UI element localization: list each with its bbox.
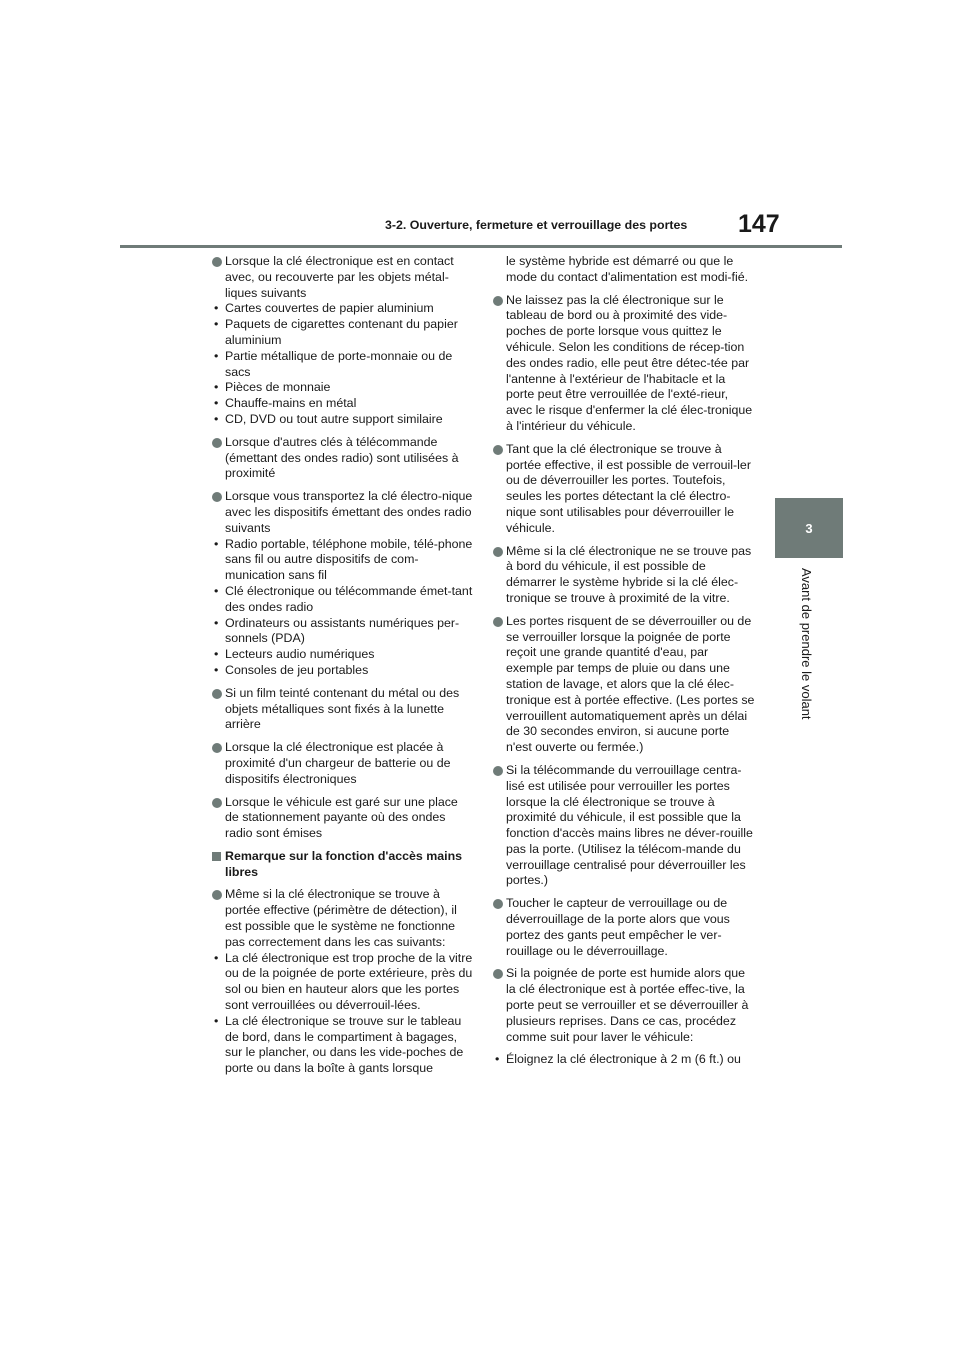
paragraph: Ne laissez pas la clé électronique sur le tableau de bord ou à proximité des vide-poches de porte lorsque vous quittez le véhicule. Selon les conditions de récep-tion des ondes radio, elle peut être détec-tée par l'antenne à l'extérieur de l'habitacle et la porte peut être verrouillée de l'exté-rieur, avec le risque d'enfermer la clé élec-tronique à l'intérieur du véhicule. <box>506 292 753 433</box>
bullet-dot-icon <box>493 899 503 909</box>
list-item <box>493 614 755 756</box>
paragraph: Si un film teinté contenant du métal ou des objets métalliques sont fixés à la lunette arrière <box>225 685 460 732</box>
chapter-tab <box>775 498 843 558</box>
list-item <box>212 686 474 733</box>
bullet-dot-icon <box>212 257 222 267</box>
bullet-dot-icon <box>493 617 503 627</box>
sub-item: • Consoles de jeu portables <box>212 663 474 679</box>
paragraph: Même si la clé électronique se trouve à portée effective (périmètre de détection), il est possible que le système ne fonctionne pas correctement dans les cas suivants: <box>225 887 457 949</box>
list-item <box>493 896 755 959</box>
subsection-heading <box>212 849 474 881</box>
paragraph: Lorsque d'autres clés à télécommande (émettant des ondes radio) sont utilisées à proximité <box>225 434 459 481</box>
sub-item: • La clé électronique est trop proche de la vitre ou de la poignée de porte extérieure, près du sol ou bien en hauteur alors que les portes sont verrouillées ou déverrouil-lées. <box>212 951 474 1014</box>
list-item <box>212 435 474 482</box>
bullet-dot-icon <box>493 547 503 557</box>
paragraph: Même si la clé électronique ne se trouve pas à bord du véhicule, il est possible de démarrer le système hybride si la clé élec-tronique se trouve à proximité de la vitre. <box>506 543 752 605</box>
heading-text: Remarque sur la fonction d'accès mains libres <box>225 848 463 879</box>
sub-item: • Paquets de cigarettes contenant du papier aluminium <box>212 317 474 349</box>
list-item <box>493 544 755 607</box>
sub-list <box>493 1052 755 1068</box>
list-item <box>212 887 474 1077</box>
sub-item: • Radio portable, téléphone mobile, télé-phone sans fil ou autre dispositifs de com-munication sans fil <box>212 537 474 584</box>
paragraph: Toucher le capteur de verrouillage ou de déverrouillage de la porte alors que vous portez des gants peut empêcher le ver-rouillage ou le déverrouillage. <box>506 896 730 958</box>
right-column <box>493 254 755 1068</box>
paragraph: Lorsque le véhicule est garé sur une place de stationnement payante où des ondes radio sont émises <box>225 794 458 841</box>
paragraph: Lorsque la clé électronique est placée à proximité d'un chargeur de batterie ou de dispositifs électroniques <box>225 740 451 786</box>
paragraph: le système hybride est démarré ou que le mode du contact d'alimentation est modi-fié. <box>506 254 749 284</box>
sub-item: • Éloignez la clé électronique à 2 m (6 ft.) ou <box>493 1052 755 1068</box>
sub-item: • Cartes couvertes de papier aluminium <box>212 301 474 317</box>
list-item <box>493 293 755 435</box>
section-title: 3-2. Ouverture, fermeture et verrouillage des portes <box>385 218 688 232</box>
sub-item: • Pièces de monnaie <box>212 380 474 396</box>
bullet-dot-icon <box>493 969 503 979</box>
list-item <box>212 740 474 787</box>
sub-item: • Clé électronique ou télécommande émet-tant des ondes radio <box>212 584 474 616</box>
bullet-dot-icon <box>212 689 222 699</box>
sub-item: • La clé électronique se trouve sur le tableau de bord, dans le compartiment à bagages, sur le plancher, ou dans les vide-poches de porte ou dans la boîte à gants lorsque <box>212 1014 474 1077</box>
bullet-dot-icon <box>212 743 222 753</box>
paragraph: Si la télécommande du verrouillage centra-lisé est utilisée pour verrouiller les portes lorsque la clé électronique se trouve à proximité du véhicule, il est possible que la fonction d'accès mains libres ne déver-rouille pas la porte. (Utilisez la télécom-mande du verrouillage centralisé pour déverrouiller les portes.) <box>506 762 753 888</box>
sub-list <box>225 301 474 427</box>
paragraph: Les portes risquent de se déverrouiller ou de se verrouiller lorsque la poignée de porte reçoit une grande quantité d'eau, par exemple par temps de pluie ou dans une station de lavage, et alors que la clé élec-tronique est à portée effective. (Les portes se verrouillent automatiquement après un délai de 30 secondes environ, si aucune porte n'est ouverte ou fermée.) <box>506 613 755 755</box>
list-item <box>212 254 474 428</box>
sub-item: • Partie métallique de porte-monnaie ou de sacs <box>212 349 474 381</box>
list-item-continued <box>493 254 755 286</box>
bullet-dot-icon <box>493 296 503 306</box>
list-item <box>493 966 755 1045</box>
bullet-dot-icon <box>493 445 503 455</box>
left-column <box>212 254 474 1084</box>
bullet-dot-icon <box>493 766 503 776</box>
sub-list <box>225 951 474 1077</box>
bullet-dot-icon <box>212 438 222 448</box>
list-item <box>493 442 755 537</box>
chapter-number: 3 <box>805 520 813 536</box>
sub-item: • Chauffe-mains en métal <box>212 396 474 412</box>
heading-square-icon <box>212 852 221 861</box>
header-divider <box>120 245 842 248</box>
list-item <box>493 763 755 889</box>
sub-item: • CD, DVD ou tout autre support similaire <box>212 412 474 428</box>
list-item <box>212 795 474 842</box>
bullet-dot-icon <box>212 492 222 502</box>
paragraph: Tant que la clé électronique se trouve à portée effective, il est possible de verrouil-ler ou de déverrouiller les portes. Toutefois, seules les portes détectant la clé électro-nique sont utilisables pour déverrouiller le véhicule. <box>506 441 751 535</box>
sub-item: • Ordinateurs ou assistants numériques per-sonnels (PDA) <box>212 616 474 648</box>
sub-list <box>225 537 474 679</box>
list-item <box>212 489 474 679</box>
chapter-label: Avant de prendre le volant <box>799 568 814 720</box>
paragraph: Lorsque vous transportez la clé électro-nique avec les dispositifs émettant des ondes radio suivants <box>225 489 473 535</box>
sub-item: • Lecteurs audio numériques <box>212 647 474 663</box>
bullet-dot-icon <box>212 798 222 808</box>
bullet-dot-icon <box>212 890 222 900</box>
page-number: 147 <box>738 210 780 238</box>
paragraph: Si la poignée de porte est humide alors que la clé électronique est à portée effec-tive, la porte peut se verrouiller et se déverrouiller à plusieurs reprises. Dans ce cas, procédez comme suit pour laver le véhicule: <box>506 966 749 1044</box>
paragraph: Lorsque la clé électronique est en contact avec, ou recouverte par les objets métal-liques suivants <box>225 254 454 300</box>
